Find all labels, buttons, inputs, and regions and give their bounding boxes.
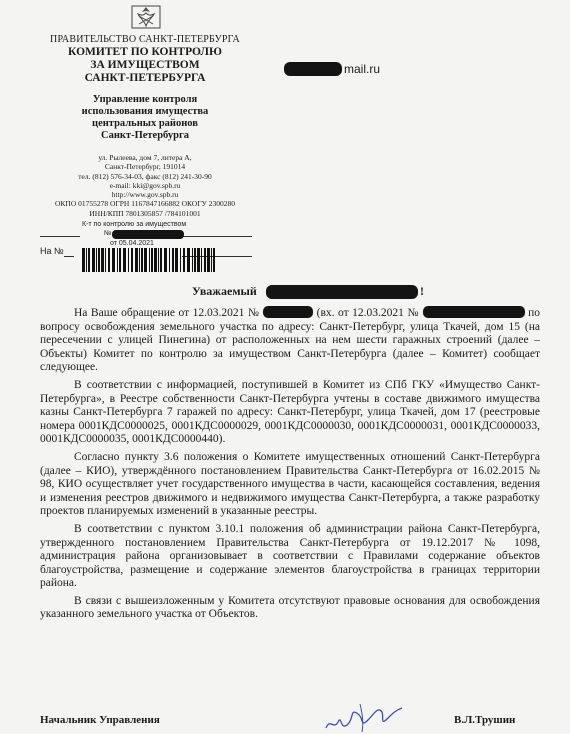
handwritten-signature [320, 700, 410, 734]
barcode-bar [197, 248, 200, 272]
reference-line [64, 256, 74, 257]
barcode-bar [128, 248, 129, 272]
barcode-bar [108, 248, 110, 272]
barcode-bar [141, 248, 143, 272]
redacted-email [284, 62, 342, 76]
paragraph-4: В соответствии с пунктом 3.10.1 положения об администрации района Санкт-Петербурга, утвержденного постановлением Правительства Санкт-Петербурга от 19.12.2017 № 1098, администрация района организовывает в соответствии с Правилами содержание объектов благоустройства, размещение и содержание элементов благоустройства в границах территории района. [40, 522, 540, 590]
barcode-bar [180, 248, 181, 272]
signatory-title: Начальник Управления [40, 714, 160, 726]
redacted-reg-number [112, 230, 184, 239]
government-name: ПРАВИТЕЛЬСТВО САНКТ-ПЕТЕРБУРГА [50, 34, 240, 45]
barcode-bar [194, 248, 196, 272]
coat-of-arms-icon [130, 4, 162, 30]
reg-line-left [40, 236, 80, 237]
barcode-bar [211, 248, 212, 272]
letter-body [40, 306, 540, 626]
signatory-name: В.Л.Трушин [454, 714, 516, 726]
barcode-bar [154, 248, 157, 272]
department-name: Управление контроля использования имущества центральных районов Санкт-Петербурга [81, 94, 209, 141]
barcode-bar [105, 248, 106, 272]
address-block: ул. Рылеева, дом 7, литера А, Санкт-Петербург, 191014 тел. (812) 576-34-03, факс (812) 241-30-90 e-mail: kki@gov.spb.ru http://www.gov.spb.ru ОКПО 01755278 ОГРН 1167847166882 ОКОГУ 2300280 ИНН/КПП 7801305857 /784101001 [55, 153, 235, 218]
paragraph-1: На Ваше обращение от 12.03.2021 № (вх. от 12.03.2021 № по вопросу освобождения земельного участка по адресу: Санкт-Петербург, улица Ткачей, дом 15 (на пересечении с улицей Пинегина) от расположенных на нем шести гаражных строений (далее – Объекты) Комитет по контролю за имуществом Санкт-Петербурга (далее – Комитет) сообщает следующее. [40, 307, 541, 374]
barcode-bar [207, 248, 210, 272]
barcode-bar [96, 248, 97, 272]
recipient-email: mail.ru [344, 62, 381, 76]
barcode-bar [144, 248, 147, 272]
barcode-bar [204, 248, 206, 272]
barcode-bar [119, 248, 121, 272]
barcode-bar [139, 248, 140, 272]
barcode-bar [187, 248, 190, 272]
committee-name: КОМИТЕТ ПО КОНТРОЛЮ ЗА ИМУЩЕСТВОМ САНКТ-ПЕТЕРБУРГА [68, 46, 222, 84]
barcode-bar [135, 248, 138, 272]
barcode-bar [213, 248, 215, 272]
barcode-bar [117, 248, 118, 272]
barcode-bar [123, 248, 126, 272]
committee-stamp-label: К-т по контролю за имуществом [82, 221, 187, 228]
reg-line-right [182, 236, 252, 237]
barcode-bar [112, 248, 115, 272]
barcode-bar [149, 248, 150, 272]
barcode-bar [86, 248, 87, 272]
barcode-bar [169, 248, 170, 272]
redacted-incoming-number [423, 306, 525, 318]
barcode-bar [98, 248, 100, 272]
barcode-bar [158, 248, 159, 272]
paragraph-2: В соответствии с информацией, поступившей в Комитет из СПб ГКУ «Имущество Санкт-Петербурга», в Реестре собственности Санкт-Петербурга учтены в составе движимого имущества казны Санкт-Петербурга 7 гаражей по адресу: Санкт-Петербург, улица Ткачей, дом 17 (реестровые номера 0001КДС0000025, 0001КДС0000029, 0001КДС0000030, 0001КДС0000031, 0001КДС0000033, 0001КДС0000035, 0001КДС0000440). [40, 378, 540, 446]
barcode-bar [172, 248, 174, 272]
barcode-bar [164, 248, 167, 272]
reg-date: от 05.04.2021 [110, 240, 154, 247]
barcode-bar [82, 248, 85, 272]
barcode-bar [101, 248, 104, 272]
paragraph-3: Согласно пункту 3.6 положения о Комитете имущественных отношений Санкт-Петербурга (далее – КИО), утверждённого постановлением Правительства Санкт-Петербурга от 16.02.2015 № 98, КИО осуществляет учет государственного имущества в части, касающейся составления, ведения и изменения реестров движимого и недвижимого имущества Санкт-Петербурга, а также разработку проектов планируемых изменений в указанные реестры. [40, 450, 540, 518]
barcode-bar [151, 248, 153, 272]
barcode-bar [160, 248, 162, 272]
redacted-request-number [263, 306, 313, 318]
barcode-bar [175, 248, 178, 272]
barcode-bar [131, 248, 133, 272]
barcode-bar [88, 248, 90, 272]
paragraph-5: В связи с вышеизложенным у Комитета отсутствуют правовые основания для освобождения указанного земельного участка от Объектов. [40, 594, 540, 621]
redacted-name [266, 285, 418, 299]
barcode-icon [82, 248, 217, 272]
barcode-bar [192, 248, 193, 272]
barcode-bar [201, 248, 202, 272]
reg-number-prefix: № [104, 230, 112, 237]
reference-number-label: На № [40, 246, 64, 256]
barcode-bar [92, 248, 95, 272]
barcode-bar [183, 248, 185, 272]
